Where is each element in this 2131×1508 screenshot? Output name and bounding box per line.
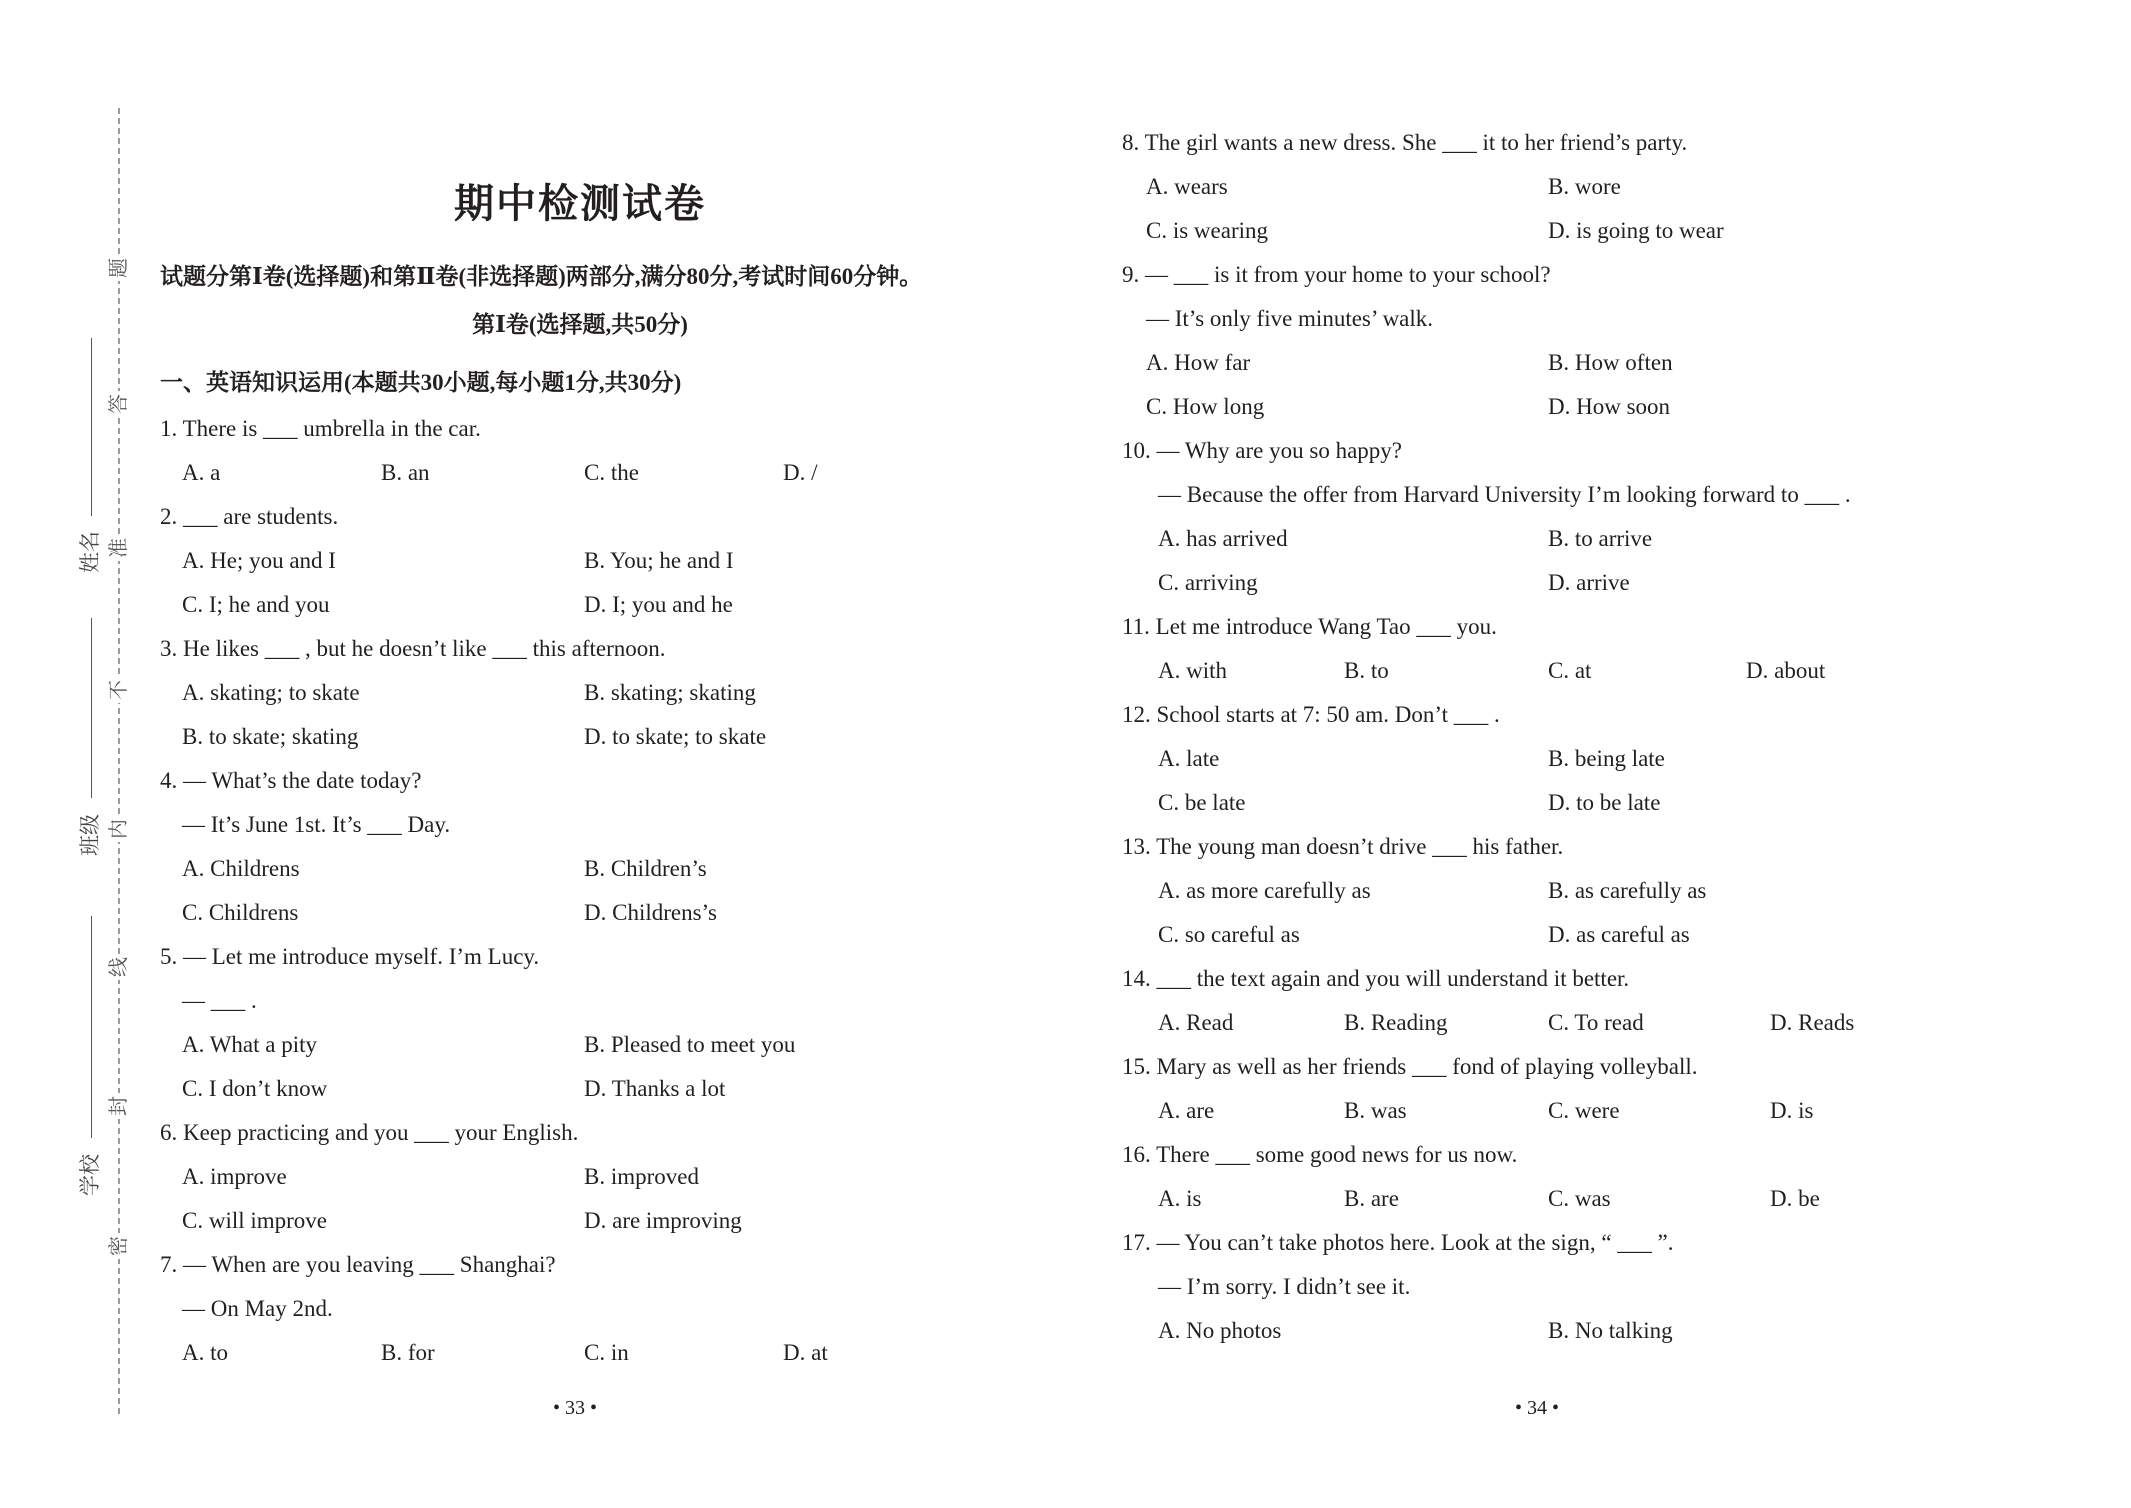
option-b: B. being late (1548, 746, 1665, 771)
option-d: D. about (1746, 658, 1826, 683)
option-b: B. No talking (1548, 1318, 1673, 1343)
option-a: A. How far (1146, 350, 1251, 375)
question-text-reply: — On May 2nd. (182, 1296, 333, 1321)
exam-instructions: 试题分第Ⅰ卷(选择题)和第Ⅱ卷(非选择题)两部分,满分80分,考试时间60分钟。 (160, 264, 923, 289)
option-d: D. I; you and he (584, 592, 733, 617)
option-d: D. are improving (584, 1208, 742, 1233)
option-c: C. were (1548, 1098, 1620, 1123)
option-a: A. has arrived (1158, 526, 1288, 551)
option-c: C. I; he and you (182, 592, 330, 617)
option-c: C. so careful as (1158, 922, 1300, 947)
option-b: B. How often (1548, 350, 1673, 375)
binding-dashed-line (118, 108, 120, 1414)
question-text: 3. He likes ___ , but he doesn’t like ___ this afternoon. (160, 636, 666, 661)
question-text: 15. Mary as well as her friends ___ fond of playing volleyball. (1122, 1054, 1698, 1079)
option-d: D. be (1770, 1186, 1820, 1211)
option-a: A. as more carefully as (1158, 878, 1371, 903)
option-b: B. an (381, 460, 430, 485)
page-number: • 33 • (553, 1397, 598, 1419)
option-b: B. wore (1548, 174, 1621, 199)
option-b: B. Reading (1344, 1010, 1448, 1035)
option-b: B. to (1344, 658, 1389, 683)
page-title: 期中检测试卷 (454, 180, 706, 227)
question-text-reply: — ___ . (182, 988, 257, 1013)
option-c: C. be late (1158, 790, 1246, 815)
question-text: 14. ___ the text again and you will understand it better. (1122, 966, 1630, 991)
option-d: D. to skate; to skate (584, 724, 767, 749)
option-c: C. How long (1146, 394, 1265, 419)
option-c: C. Childrens (182, 900, 299, 925)
option-d: D. / (783, 460, 818, 485)
option-a: A. a (182, 460, 221, 485)
binding-char: 封 (105, 1093, 133, 1119)
option-d: D. is (1770, 1098, 1814, 1123)
question-text-reply: — It’s only five minutes’ walk. (1146, 306, 1434, 331)
question-text: 9. — ___ is it from your home to your school? (1122, 262, 1551, 287)
option-c: C. will improve (182, 1208, 328, 1233)
binding-char: 不 (105, 677, 133, 703)
option-d: D. Childrens’s (584, 900, 717, 925)
section-heading: 一、英语知识运用(本题共30小题,每小题1分,共30分) (160, 370, 682, 395)
question-text: 5. — Let me introduce myself. I’m Lucy. (160, 944, 540, 969)
question-text: 13. The young man doesn’t drive ___ his father. (1122, 834, 1564, 859)
question-text-reply: — Because the offer from Harvard University I’m looking forward to ___ . (1158, 482, 1851, 507)
option-b: B. was (1344, 1098, 1407, 1123)
option-c: C. I don’t know (182, 1076, 328, 1101)
option-c: C. arriving (1158, 570, 1258, 595)
question-text: 16. There ___ some good news for us now. (1122, 1142, 1518, 1167)
question-text: 4. — What’s the date today? (160, 768, 422, 793)
option-a: A. late (1158, 746, 1220, 771)
option-b: B. are (1344, 1186, 1399, 1211)
question-text: 7. — When are you leaving ___ Shanghai? (160, 1252, 556, 1277)
option-d: D. Thanks a lot (584, 1076, 726, 1101)
option-b: B. improved (584, 1164, 699, 1189)
option-c: C. To read (1548, 1010, 1644, 1035)
option-b: B. to arrive (1548, 526, 1653, 551)
option-d: D. arrive (1548, 570, 1630, 595)
question-text: 8. The girl wants a new dress. She ___ it to her friend’s party. (1122, 130, 1688, 155)
option-c: C. is wearing (1146, 218, 1269, 243)
binding-char: 线 (105, 954, 133, 980)
page-number: • 34 • (1515, 1397, 1560, 1419)
question-text: 17. — You can’t take photos here. Look at the sign, “ ___ ”. (1122, 1230, 1674, 1255)
binding-char: 准 (105, 535, 133, 561)
option-a: A. Childrens (182, 856, 300, 881)
question-text: 11. Let me introduce Wang Tao ___ you. (1122, 614, 1497, 639)
option-a: A. improve (182, 1164, 287, 1189)
option-a: A. to (182, 1340, 228, 1365)
option-a: A. are (1158, 1098, 1215, 1123)
school-fill-line (91, 916, 92, 1138)
option-a: A. He; you and I (182, 548, 336, 573)
option-b: B. skating; skating (584, 680, 756, 705)
option-a: A. skating; to skate (182, 680, 360, 705)
option-a: A. Read (1158, 1010, 1234, 1035)
option-b: B. You; he and I (584, 548, 734, 573)
option-d: D. How soon (1548, 394, 1671, 419)
question-text-reply: — I’m sorry. I didn’t see it. (1158, 1274, 1411, 1299)
option-d: D. at (783, 1340, 828, 1365)
name-fill-line (91, 338, 92, 516)
option-a: A. No photos (1158, 1318, 1282, 1343)
class-fill-line (91, 618, 92, 798)
name-field-label: 姓名 (78, 531, 102, 573)
question-text: 6. Keep practicing and you ___ your English. (160, 1120, 579, 1145)
option-a: A. is (1158, 1186, 1202, 1211)
question-text: 10. — Why are you so happy? (1122, 438, 1402, 463)
option-d: D. is going to wear (1548, 218, 1724, 243)
class-field-label: 班级 (78, 814, 102, 856)
option-d: D. Reads (1770, 1010, 1855, 1035)
option-b: B. Pleased to meet you (584, 1032, 796, 1057)
option-b: B. as carefully as (1548, 878, 1707, 903)
binding-char: 题 (105, 255, 133, 281)
option-c: C. was (1548, 1186, 1611, 1211)
part-heading: 第Ⅰ卷(选择题,共50分) (472, 312, 688, 337)
binding-char: 内 (105, 816, 133, 842)
option-c: B. to skate; skating (182, 724, 359, 749)
question-text: 1. There is ___ umbrella in the car. (160, 416, 481, 441)
option-a: A. What a pity (182, 1032, 317, 1057)
binding-char: 密 (105, 1233, 133, 1259)
school-field-label: 学校 (78, 1154, 102, 1196)
option-c: C. at (1548, 658, 1592, 683)
option-a: A. wears (1146, 174, 1228, 199)
option-c: C. in (584, 1340, 629, 1365)
question-text-reply: — It’s June 1st. It’s ___ Day. (182, 812, 451, 837)
option-d: D. as careful as (1548, 922, 1690, 947)
question-text: 2. ___ are students. (160, 504, 339, 529)
question-text: 12. School starts at 7: 50 am. Don’t ___ . (1122, 702, 1500, 727)
option-b: B. Children’s (584, 856, 707, 881)
option-b: B. for (381, 1340, 435, 1365)
binding-char: 答 (105, 391, 133, 417)
option-d: D. to be late (1548, 790, 1661, 815)
option-c: C. the (584, 460, 639, 485)
option-a: A. with (1158, 658, 1227, 683)
